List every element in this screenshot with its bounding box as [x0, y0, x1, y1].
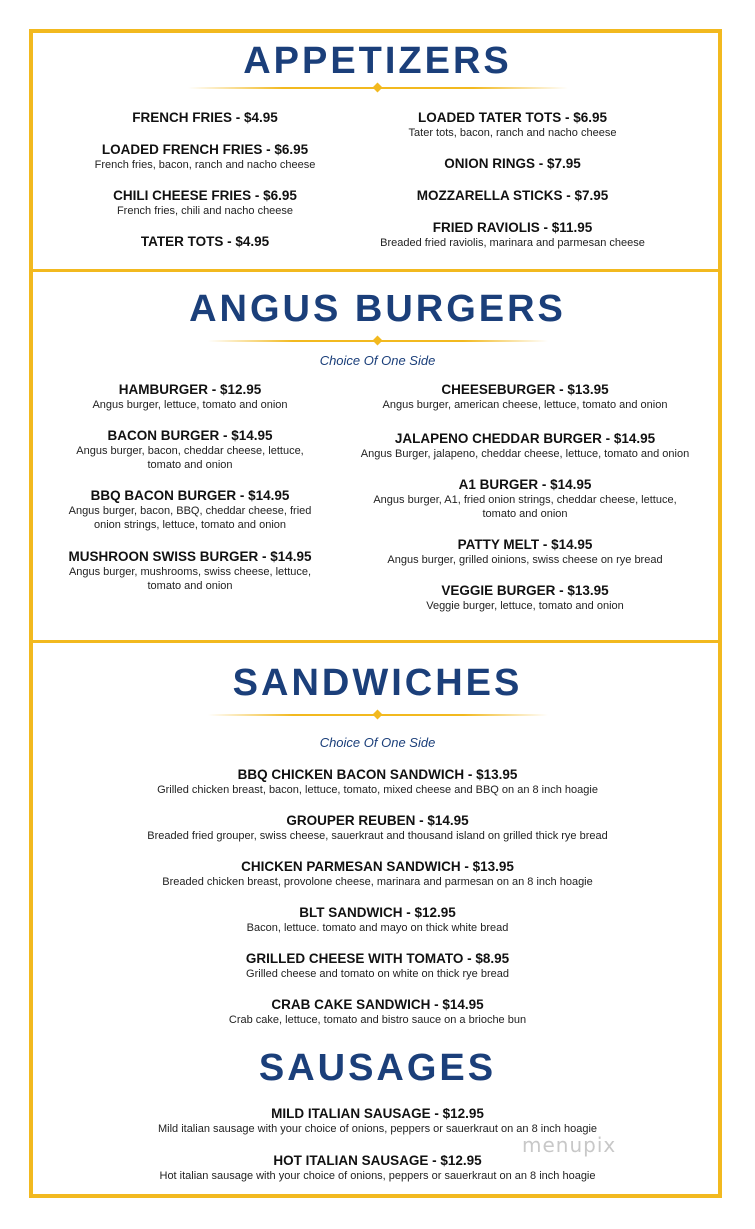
menu-item [40, 549, 340, 593]
item-name: CHILI CHEESE FRIES - $6.95 [113, 188, 297, 203]
item-name: MILD ITALIAN SAUSAGE - $12.95 [271, 1106, 484, 1121]
menu-item [340, 431, 710, 461]
item-name: PATTY MELT - $14.95 [457, 537, 593, 552]
item-description: French fries, chili and nacho cheese [116, 205, 294, 217]
menu-item [340, 477, 710, 521]
menu-item [340, 537, 710, 567]
item-name: JALAPENO CHEDDAR BURGER - $14.95 [394, 431, 656, 446]
menu-item [355, 188, 670, 204]
item-name: A1 BURGER - $14.95 [458, 477, 592, 492]
menu-item [60, 813, 695, 843]
menu-item [355, 156, 670, 172]
item-name: ONION RINGS - $7.95 [444, 156, 581, 171]
sausages-title: SAUSAGES [258, 1047, 497, 1089]
menu-item [60, 1106, 695, 1136]
item-name: BBQ CHICKEN BACON SANDWICH - $13.95 [237, 767, 518, 782]
item-name: MOZZARELLA STICKS - $7.95 [416, 188, 609, 203]
menu-item [55, 188, 355, 218]
item-name: CHICKEN PARMESAN SANDWICH - $13.95 [241, 859, 514, 874]
menu-item [55, 110, 355, 126]
item-name: BLT SANDWICH - $12.95 [299, 905, 456, 920]
item-description: Breaded fried raviolis, marinara and parmesan cheese [380, 237, 645, 249]
item-description: Angus burger, bacon, cheddar cheese, lettuce, tomato and onion [76, 445, 304, 471]
item-description: Angus burger, A1, fried onion strings, cheddar cheese, lettuce, tomato and onion [373, 494, 677, 520]
burgers-subtitle: Choice Of One Side [319, 353, 436, 368]
section-divider [29, 640, 722, 643]
item-description: Angus burger, grilled oinions, swiss cheese on rye bread [387, 554, 663, 566]
item-description: Angus burger, american cheese, lettuce, tomato and onion [382, 399, 668, 411]
menu-item [60, 905, 695, 935]
item-description: Grilled chicken breast, bacon, lettuce, tomato, mixed cheese and BBQ on an 8 inch hoagie [157, 784, 598, 796]
title-swoosh [188, 83, 568, 93]
menu-item [355, 220, 670, 250]
menu-item [355, 110, 670, 140]
item-description: Bacon, lettuce. tomato and mayo on thick white bread [246, 922, 509, 934]
item-name: HOT ITALIAN SAUSAGE - $12.95 [273, 1153, 482, 1168]
title-swoosh [208, 710, 548, 720]
item-description: Hot italian sausage with your choice of onions, peppers or sauerkraut on an 8 inch hoagie [159, 1170, 596, 1182]
item-description: French fries, bacon, ranch and nacho cheese [94, 159, 316, 171]
item-name: BBQ BACON BURGER - $14.95 [90, 488, 290, 503]
item-description: Breaded chicken breast, provolone cheese, marinara and parmesan on an 8 inch hoagie [162, 876, 593, 888]
sandwiches-subtitle: Choice Of One Side [319, 735, 436, 750]
item-name: VEGGIE BURGER - $13.95 [441, 583, 609, 598]
item-description: Tater tots, bacon, ranch and nacho cheese [408, 127, 617, 139]
menu-item [60, 767, 695, 797]
appetizers-title: APPETIZERS [243, 40, 512, 82]
item-description: Grilled cheese and tomato on white on thick rye bread [246, 968, 509, 980]
menu-item [60, 1153, 695, 1183]
menu-item [60, 859, 695, 889]
item-name: FRENCH FRIES - $4.95 [132, 110, 278, 125]
item-description: Angus Burger, jalapeno, cheddar cheese, lettuce, tomato and onion [360, 448, 690, 460]
menu-item [340, 382, 710, 412]
menu-item [55, 234, 355, 250]
item-name: BACON BURGER - $14.95 [107, 428, 273, 443]
sandwiches-title: SANDWICHES [232, 662, 523, 704]
item-name: FRIED RAVIOLIS - $11.95 [432, 220, 593, 235]
item-name: CHEESEBURGER - $13.95 [441, 382, 609, 397]
item-name: CRAB CAKE SANDWICH - $14.95 [271, 997, 484, 1012]
item-description: Angus burger, bacon, BBQ, cheddar cheese, fried onion strings, lettuce, tomato and onion [68, 505, 312, 531]
menu-item [55, 142, 355, 172]
menu-item [40, 382, 340, 412]
item-name: MUSHROON SWISS BURGER - $14.95 [68, 549, 312, 564]
item-description: Veggie burger, lettuce, tomato and onion [426, 600, 624, 612]
menu-item [60, 951, 695, 981]
title-swoosh [208, 336, 548, 346]
item-name: HAMBURGER - $12.95 [118, 382, 262, 397]
section-divider [29, 269, 722, 272]
menu-item [40, 488, 340, 532]
item-description: Mild italian sausage with your choice of onions, peppers or sauerkraut on an 8 inch hoagie [157, 1123, 598, 1135]
item-description: Angus burger, mushrooms, swiss cheese, lettuce, tomato and onion [68, 566, 312, 592]
item-name: LOADED FRENCH FRIES - $6.95 [101, 142, 309, 157]
item-description: Crab cake, lettuce, tomato and bistro sauce on a brioche bun [228, 1014, 527, 1026]
watermark: menupix [522, 1133, 617, 1157]
menu-item [60, 997, 695, 1027]
menu-item [340, 583, 710, 613]
item-name: GRILLED CHEESE WITH TOMATO - $8.95 [245, 951, 510, 966]
menu-item [40, 428, 340, 472]
item-name: TATER TOTS - $4.95 [140, 234, 270, 249]
item-name: LOADED TATER TOTS - $6.95 [417, 110, 608, 125]
item-description: Angus burger, lettuce, tomato and onion [92, 399, 288, 411]
burgers-title: ANGUS BURGERS [189, 288, 566, 330]
item-name: GROUPER REUBEN - $14.95 [286, 813, 469, 828]
item-description: Breaded fried grouper, swiss cheese, sauerkraut and thousand island on grilled thick rye bread [147, 830, 608, 842]
